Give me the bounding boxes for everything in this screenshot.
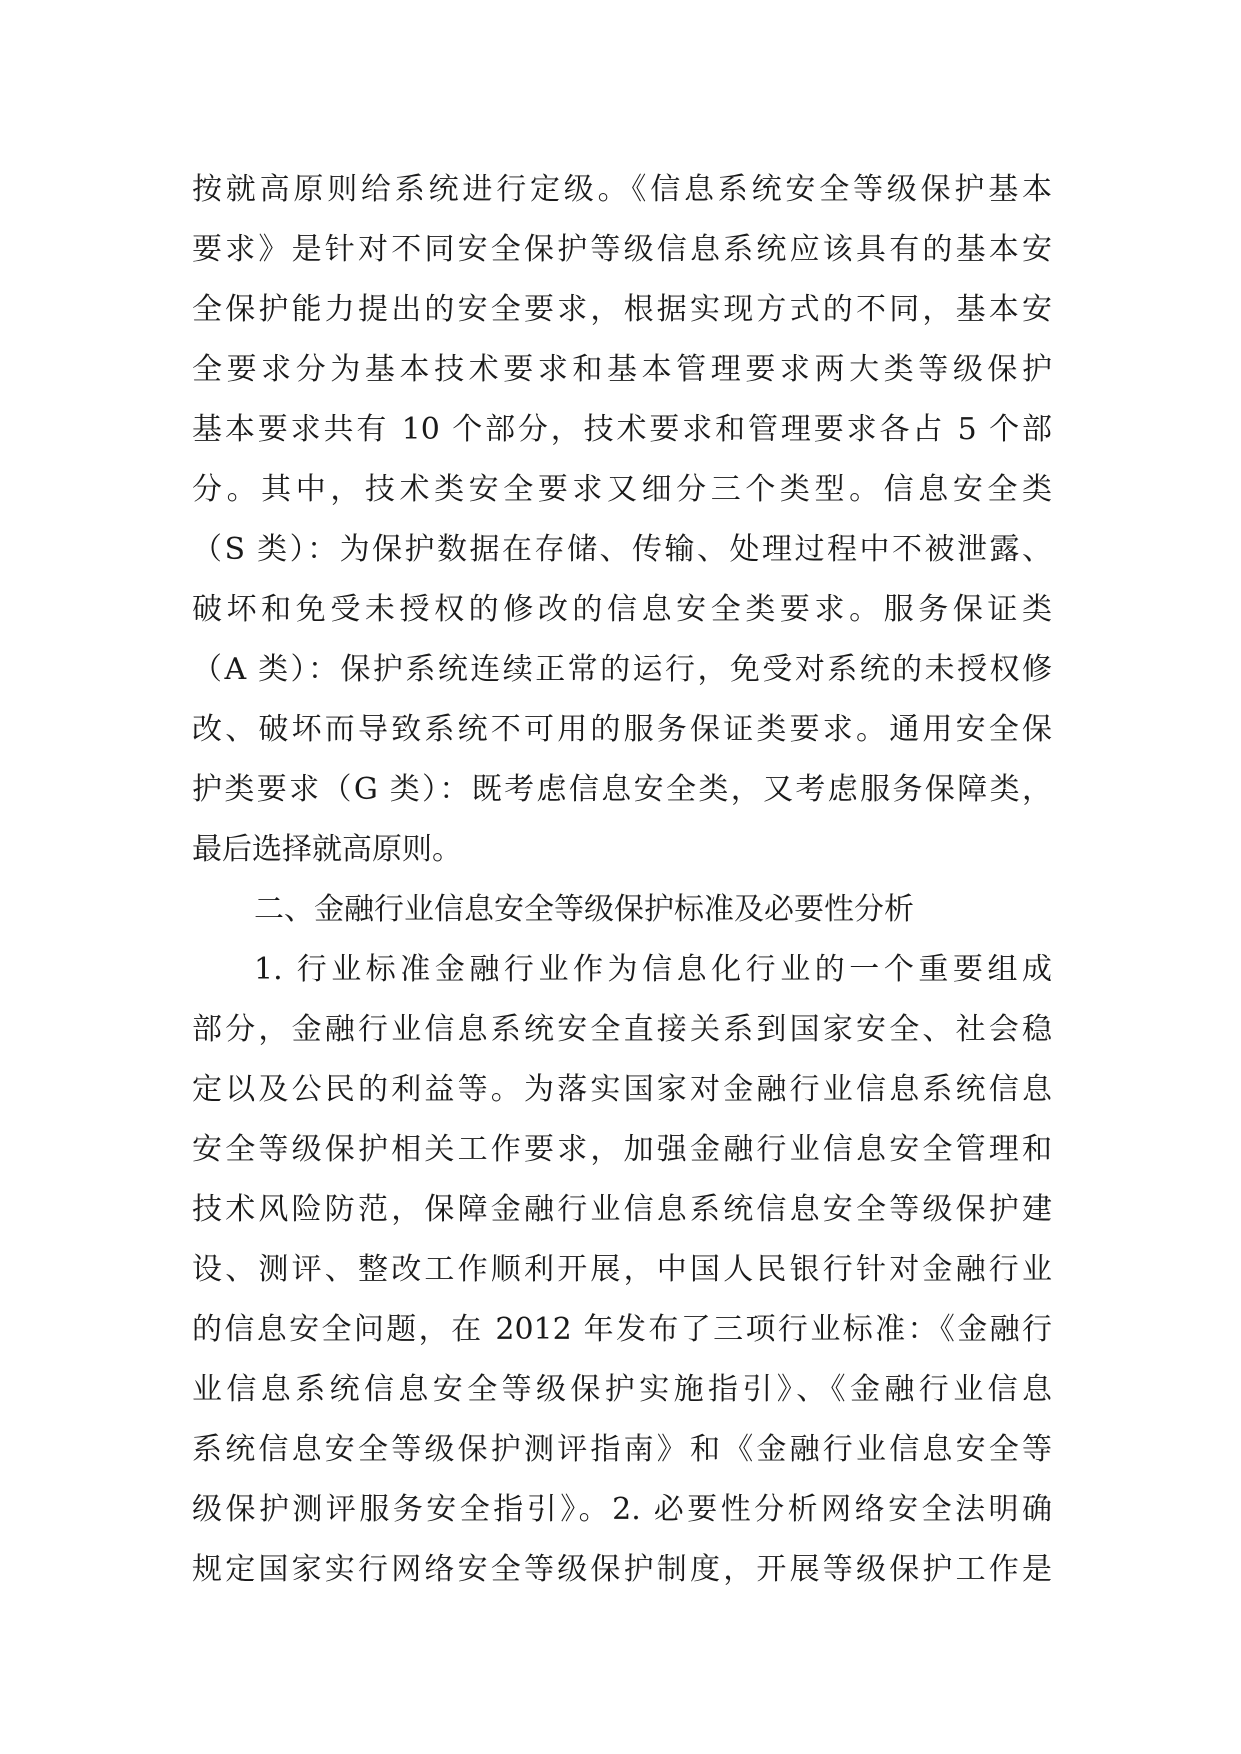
text-line: 分。其中，技术类安全要求又细分三个类型。信息安全类 [192, 472, 1052, 507]
text-line: （S 类）：为保护数据在存储、传输、处理过程中不被泄露、 [192, 532, 1052, 567]
paragraph-first-line: 二、金融行业信息安全等级保护标准及必要性分析 [254, 892, 914, 927]
text-line: 部分，金融行业信息系统安全直接关系到国家安全、社会稳 [192, 1012, 1052, 1047]
text-line: 破坏和免受未授权的修改的信息安全类要求。服务保证类 [192, 592, 1052, 627]
text-line: 系统信息安全等级保护测评指南》和《金融行业信息安全等 [192, 1432, 1052, 1467]
text-line: （A 类）：保护系统连续正常的运行，免受对系统的未授权修 [192, 652, 1052, 687]
text-line: 按就高原则给系统进行定级。《信息系统安全等级保护基本 [192, 172, 1052, 207]
text-line: 改、破坏而导致系统不可用的服务保证类要求。通用安全保 [192, 712, 1052, 747]
body-text [192, 160, 1052, 1600]
text-line: 安全等级保护相关工作要求，加强金融行业信息安全管理和 [192, 1132, 1052, 1167]
text-line: 的信息安全问题，在 2012 年发布了三项行业标准：《金融行 [192, 1312, 1052, 1347]
text-line: 定以及公民的利益等。为落实国家对金融行业信息系统信息 [192, 1072, 1052, 1107]
text-line: 全保护能力提出的安全要求，根据实现方式的不同，基本安 [192, 292, 1052, 327]
text-line: 要求》是针对不同安全保护等级信息系统应该具有的基本安 [192, 232, 1052, 267]
text-line: 最后选择就高原则。 [192, 832, 462, 867]
text-line: 基本要求共有 10 个部分，技术要求和管理要求各占 5 个部 [192, 412, 1052, 447]
text-line: 全要求分为基本技术要求和基本管理要求两大类等级保护 [192, 352, 1052, 387]
text-line: 规定国家实行网络安全等级保护制度，开展等级保护工作是 [192, 1552, 1052, 1587]
text-line: 设、测评、整改工作顺利开展，中国人民银行针对金融行业 [192, 1252, 1052, 1287]
text-line: 护类要求（G 类）：既考虑信息安全类，又考虑服务保障类， [192, 772, 1052, 807]
text-line: 技术风险防范，保障金融行业信息系统信息安全等级保护建 [192, 1192, 1052, 1227]
paragraph-first-line: 1. 行业标准金融行业作为信息化行业的一个重要组成 [254, 952, 1052, 987]
text-line: 级保护测评服务安全指引》。2. 必要性分析网络安全法明确 [192, 1492, 1052, 1527]
text-line: 业信息系统信息安全等级保护实施指引》、《金融行业信息 [192, 1372, 1052, 1407]
